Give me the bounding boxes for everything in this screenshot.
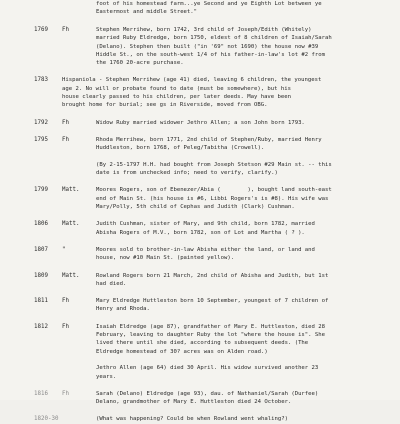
entry-place: Fh [62, 119, 69, 126]
entry-year: 1783 [34, 77, 48, 84]
entry-1812 [0, 323, 400, 381]
entry-year: 1807 [34, 246, 48, 253]
entry-place: " [62, 246, 66, 253]
entry-1795 [0, 136, 400, 177]
entry-1806 [0, 220, 400, 237]
entry-1811 [0, 297, 400, 314]
entry-place: Fh [62, 136, 69, 143]
entry-text: Widow Ruby married widower Jethro Allen; a son John born 1793. [96, 119, 305, 126]
entry-1809 [0, 272, 400, 289]
entry-place: Matt. [62, 272, 80, 279]
entry-1792 [0, 119, 400, 127]
entry-text: Hispaniola - Stephen Merrihew (age 41) died, leaving 6 children, the youngest age 2. No will or probate found to date (must be somewhere), but his house clearly passed to his children, per later deeds. May have been brought home for burial; see gs in Riverside, moved from OBG. [62, 77, 322, 109]
entry-year: 1806 [34, 221, 48, 228]
entry-year: 1799 [34, 187, 48, 194]
entry-text: Rhoda Merrihew, born 1771, 2nd child of Stephen/Ruby, married Henry Huddleston, born 1768, of Peleg/Tabitha (Crowell). (By 2-15-1797 H.H. had bought from Joseph Stetson #29 Main st. -- this date is from unchecked info; need to verify, clarify.) [96, 136, 332, 177]
entry-1799 [0, 186, 400, 211]
entry-place: Fh [62, 298, 69, 305]
entry-text: Moores sold to brother-in-law Abisha either the land, or land and house, now #10 Main St. (painted yellow). [96, 246, 315, 262]
entry-place: Matt. [62, 187, 80, 194]
entry-year: 1792 [34, 119, 48, 126]
entry-year: 1769 [34, 27, 48, 33]
intro-text: foot of his homestead farm...ye Second and ye Eighth Lot between ye Eastermost and middle Street." [96, 1, 322, 16]
entry-place: Matt. [62, 221, 80, 228]
entry-year: 1820-30 [34, 416, 59, 423]
entry-year: 1812 [34, 323, 48, 330]
entry-1820-30 [0, 415, 400, 423]
entry-text: Isaiah Eldredge (age 87), grandfather of Mary E. Huttleston, died 28 February, leaving to daughter Ruby the lot "where the house is". She lived there until she died, according to subsequent deeds. (The Eldredge homestead of 30? acres was on Alden road.) Jethro Allen (age 64) died 30 April. His widow survived another 23 years. [96, 323, 326, 380]
entry-place: Fh [62, 323, 69, 330]
entry-year: 1809 [34, 272, 48, 279]
entry-text: Stephen Merrihew, born 1742, 3rd child of Joseph/Edith (Whitely) married Ruby Eldredge, born 1750, eldest of 8 children of Isaiah/Sarah (Delano). Stephen then built ("in '69" not 1690) the house now #39 Hiddle St., on the south-west 1/4 of his father-in-law's lot #2 from the 1760 20-acre purchase. [96, 27, 332, 67]
entry-place: Fh [62, 390, 69, 397]
entry-text: Judith Cushman, sister of Mary, and 9th child, born 1782, married Abisha Rogers of M.V., born 1782, son of Lot and Martha ( ? ). [96, 221, 315, 236]
entry-text: (What was happening? Could be when Rowland went whaling?) [96, 416, 288, 423]
entry-place: Fh [62, 27, 69, 33]
entry-text: Rowland Rogers born 21 March, 2nd child of Abisha and Judith, but 1st had died. [96, 272, 329, 287]
entry-1807 [0, 246, 400, 263]
entry-text: Mary Eldredge Huttleston born 10 September, youngest of 7 children of Henry and Rhoda. [96, 298, 329, 313]
entry-year: 1795 [34, 136, 48, 143]
entry-year: 1811 [34, 298, 48, 305]
entry-year: 1816 [34, 390, 48, 397]
entry-text: Sarah (Delano) Eldredge (age 93), dau. of Nathaniel/Sarah (Durfee) Delano, grandmother of Mary E. Huttleston died 24 October. [96, 390, 319, 406]
entry-1783 [0, 76, 400, 109]
entry-1816 [0, 390, 400, 407]
entry-text: Moores Rogers, son of Ebenezer/Abia ( ), bought land south-east end of Main St. (his house is #6, Libbi Rogers's is #8). His wife was Mary/Polly, 5th child of Cephas and Judith (Clark) Cushman. [96, 187, 332, 211]
entry-1769 [0, 26, 400, 67]
